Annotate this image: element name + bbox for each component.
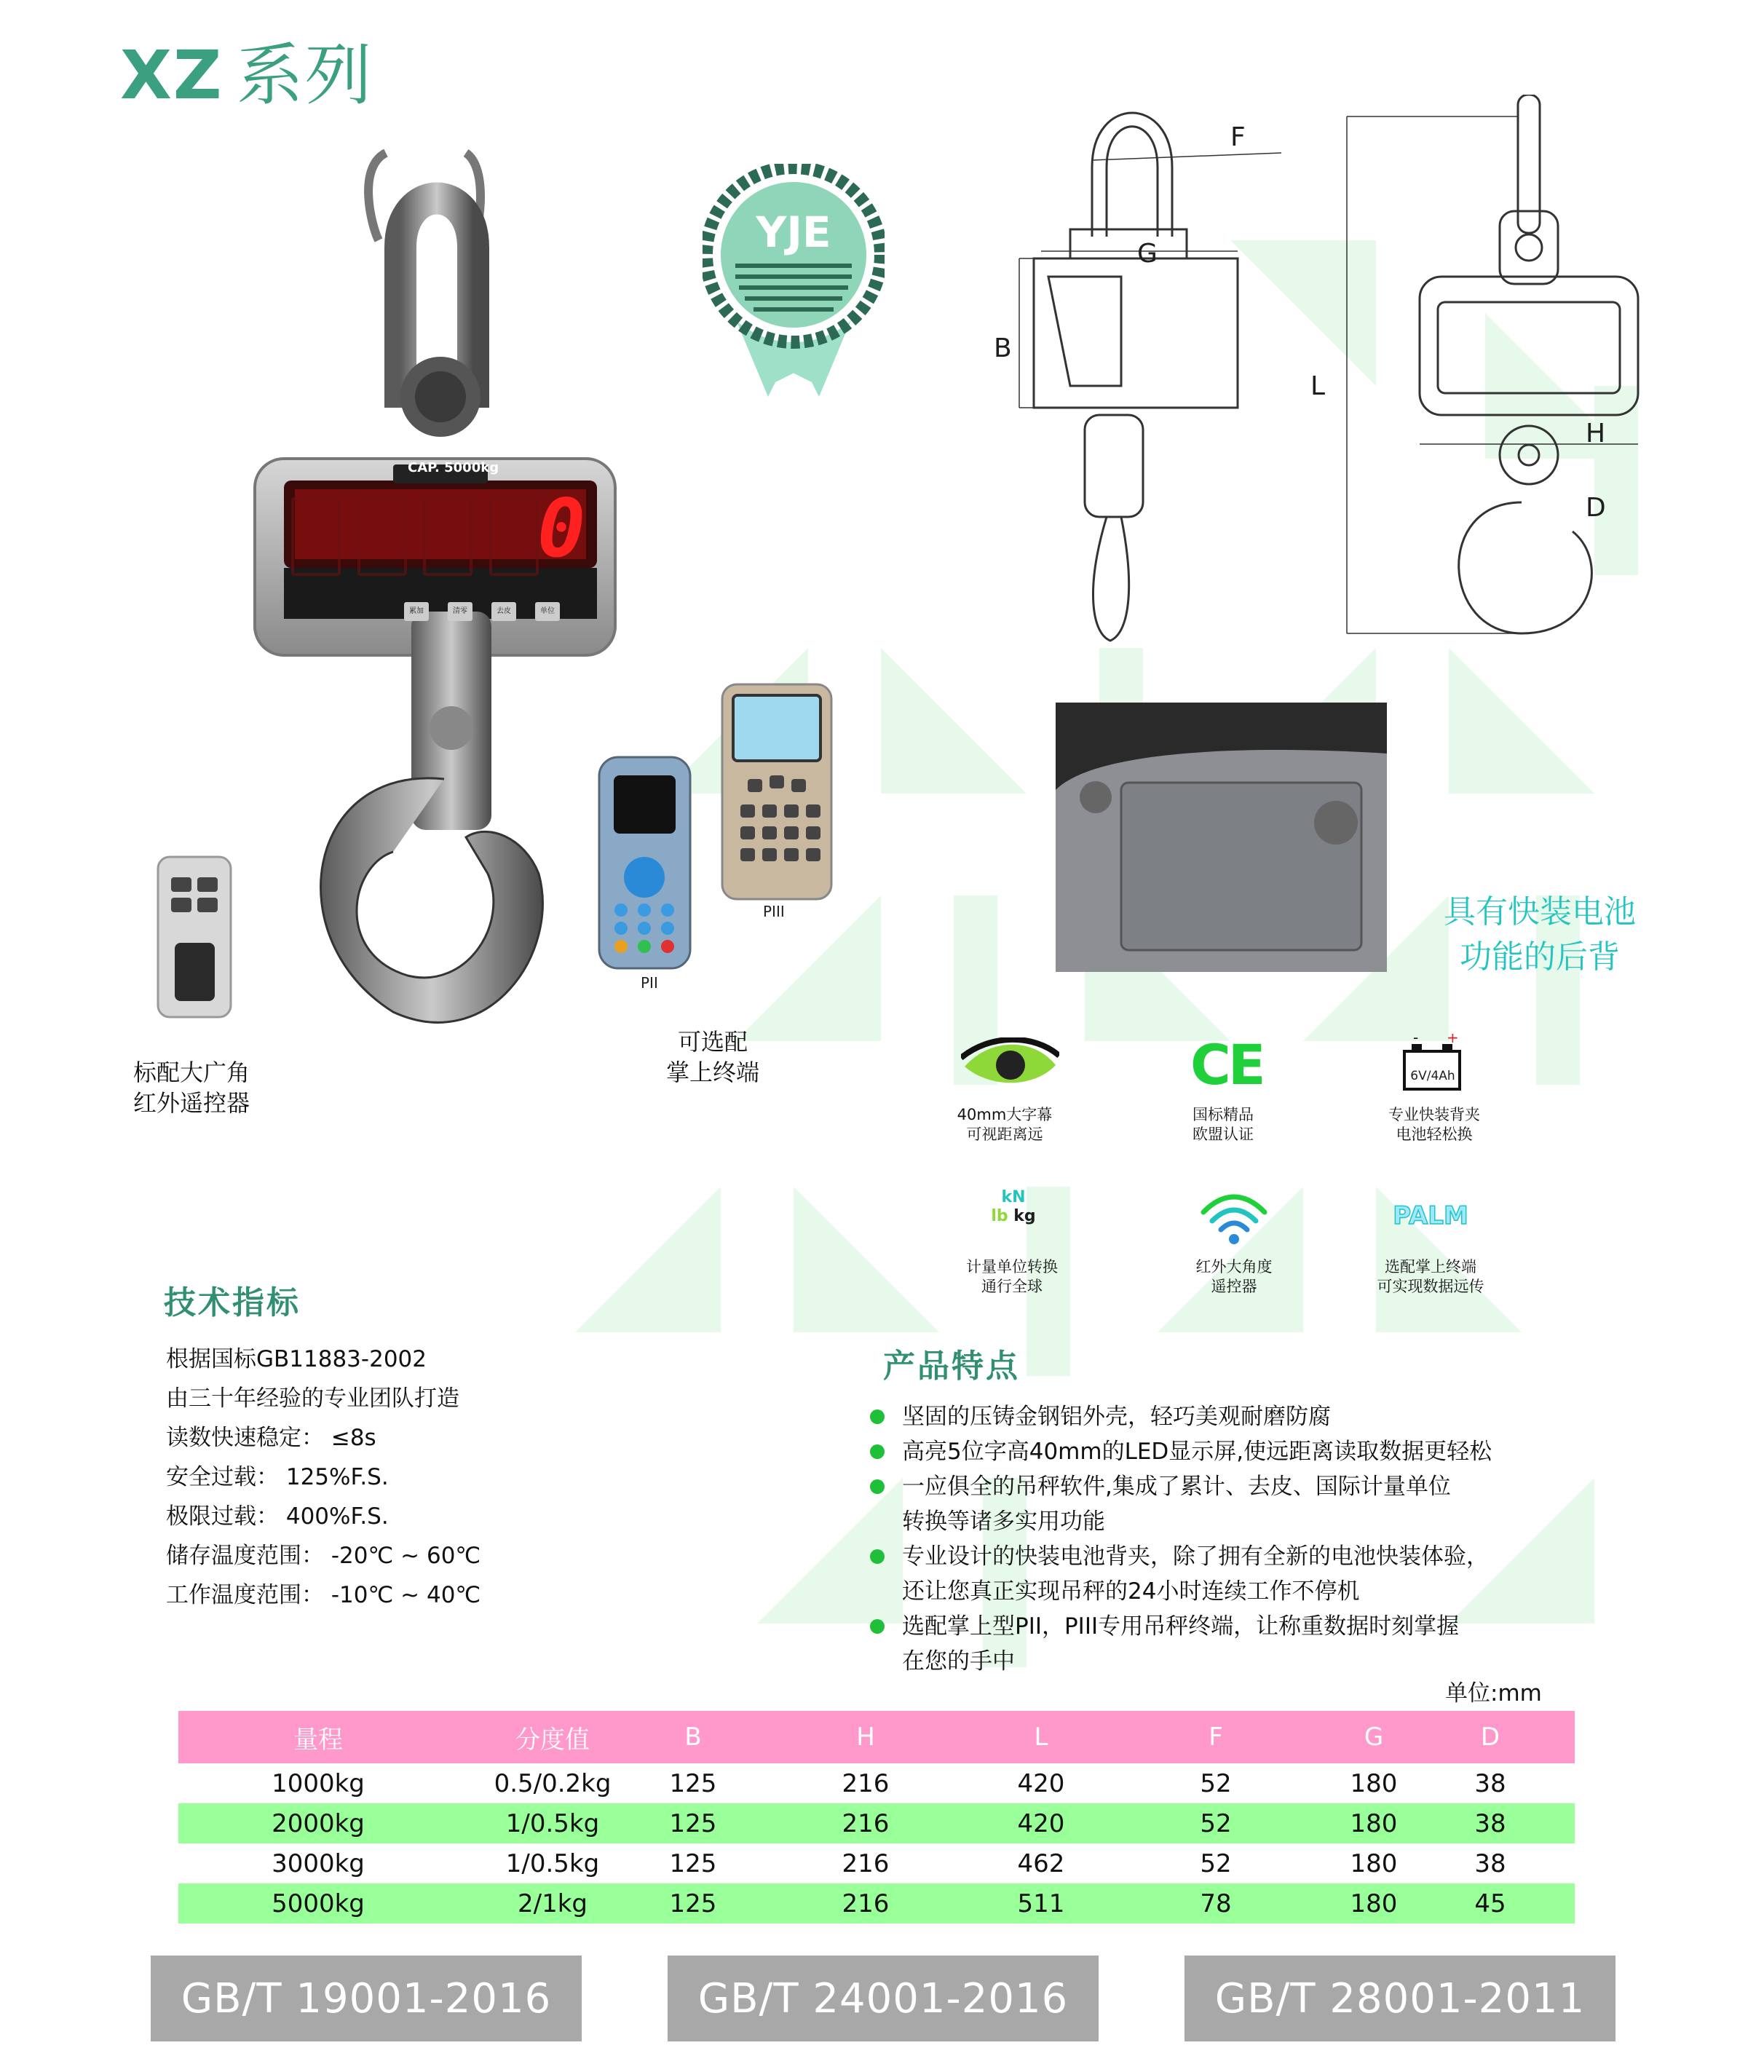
icon-caption-line: 通行全球	[981, 1278, 1043, 1295]
table-cell: 3000kg	[272, 1848, 365, 1878]
dim-label-g: G	[1137, 239, 1158, 269]
series-label: 系列	[236, 36, 373, 114]
svg-text:-: -	[1413, 1034, 1419, 1046]
table-header-cell: F	[1209, 1723, 1223, 1752]
table-cell: 45	[1474, 1889, 1506, 1918]
spec-table	[178, 1711, 1575, 1923]
table-header-cell: D	[1480, 1723, 1500, 1752]
scale-button-row	[404, 602, 560, 621]
unit-icon-lb: lb	[991, 1207, 1008, 1225]
battery-caption	[1420, 890, 1660, 980]
spec-list	[166, 1340, 480, 1615]
unit-icon-kn: kN	[1001, 1188, 1026, 1206]
palm-icon: PALM	[1393, 1201, 1468, 1230]
feature-item	[870, 1434, 1642, 1469]
table-cell: 1/0.5kg	[505, 1848, 600, 1878]
remote-caption-line: 标配大广角	[133, 1059, 250, 1086]
handheld-p2-label: PII	[641, 974, 658, 992]
feature-line: 专业设计的快装电池背夹，除了拥有全新的电池快装体验，	[902, 1543, 1489, 1570]
table-cell: 0.5/0.2kg	[494, 1768, 612, 1798]
standard-badge: GB/T 24001-2016	[668, 1956, 1099, 2041]
dim-label-b: B	[994, 333, 1012, 363]
display-capacity-label: CAP. 5000kg	[408, 460, 499, 475]
icon-caption-line: 40mm大字幕	[957, 1106, 1053, 1123]
table-header-cell: G	[1364, 1723, 1384, 1752]
battery-icon-label: 6V/4Ah	[1410, 1069, 1455, 1083]
feature-line: 还让您真正实现吊秤的24小时连续工作不停机	[902, 1578, 1360, 1605]
bullet-icon	[870, 1444, 885, 1459]
led-digit: 0	[537, 482, 586, 575]
icon-caption-line: 选配掌上终端	[1385, 1258, 1476, 1276]
table-cell: 52	[1200, 1808, 1232, 1838]
feature-item	[870, 1609, 1642, 1679]
handheld-p3-label: PIII	[763, 903, 785, 920]
palm-icon-caption	[1354, 1257, 1507, 1297]
icon-caption-line: 红外大角度	[1195, 1258, 1273, 1276]
icon-caption-line: 国标精品	[1193, 1106, 1254, 1123]
bullet-icon	[870, 1409, 885, 1424]
icon-caption-line: 计量单位转换	[966, 1258, 1058, 1276]
table-cell: 125	[669, 1848, 717, 1878]
table-cell: 2/1kg	[518, 1889, 588, 1918]
front-view-drawing	[1332, 95, 1653, 663]
table-cell: 180	[1350, 1768, 1398, 1798]
table-row	[178, 1763, 1575, 1803]
icon-caption-line: 电池轻松换	[1396, 1126, 1473, 1143]
badge-text: YJE	[756, 207, 831, 257]
table-row	[178, 1883, 1575, 1923]
feature-line: 高亮5位字高40mm的LED显示屏,使远距离读取数据更轻松	[902, 1439, 1492, 1465]
feature-item	[870, 1399, 1642, 1434]
bullet-icon	[870, 1549, 885, 1564]
handheld-p3-image	[719, 681, 835, 903]
yje-badge-icon	[703, 164, 885, 397]
table-cell: 5000kg	[272, 1889, 365, 1918]
table-cell: 38	[1474, 1848, 1506, 1878]
unit-label: 单位:mm	[1445, 1680, 1542, 1707]
bullet-icon	[870, 1479, 885, 1494]
remote-caption	[133, 1057, 250, 1118]
battery-caption-line: 功能的后背	[1460, 938, 1620, 976]
feature-line: 一应俱全的吊秤软件,集成了累计、去皮、国际计量单位	[902, 1474, 1451, 1500]
spec-item: 工作温度范围： -10℃ ~ 40℃	[166, 1582, 481, 1608]
handheld-caption-line: 可选配	[678, 1028, 748, 1056]
table-cell: 216	[842, 1808, 890, 1838]
dim-label-l: L	[1310, 371, 1326, 401]
table-cell: 38	[1474, 1768, 1506, 1798]
feature-list	[870, 1399, 1642, 1679]
dim-label-f: F	[1230, 122, 1246, 152]
battery-icon	[1401, 1034, 1463, 1092]
side-view-drawing	[976, 80, 1303, 655]
table-cell: 1/0.5kg	[505, 1808, 600, 1838]
table-cell: 180	[1350, 1848, 1398, 1878]
icon-caption-line: 欧盟认证	[1193, 1126, 1254, 1143]
table-cell: 180	[1350, 1808, 1398, 1838]
icon-caption-line: 遥控器	[1211, 1278, 1257, 1295]
table-header-row	[178, 1711, 1575, 1763]
bullet-icon	[870, 1619, 885, 1634]
unit-icon-kg: kg	[1013, 1207, 1036, 1225]
table-header-cell: 分度值	[515, 1725, 590, 1755]
standard-badge: GB/T 19001-2016	[151, 1956, 582, 2041]
table-header-cell: H	[856, 1723, 875, 1752]
table-header-cell: B	[684, 1723, 702, 1752]
standard-badge: GB/T 28001-2011	[1184, 1956, 1615, 2041]
handheld-p2-image	[596, 754, 694, 972]
table-cell: 511	[1017, 1889, 1065, 1918]
icon-caption-line: 可实现数据远传	[1377, 1278, 1484, 1295]
feature-line: 在您的手中	[902, 1648, 1015, 1674]
spec-item: 安全过载： 125%F.S.	[166, 1464, 389, 1490]
page-title	[120, 22, 373, 118]
table-cell: 125	[669, 1808, 717, 1838]
feature-item	[870, 1469, 1642, 1539]
feature-line: 转换等诸多实用功能	[902, 1508, 1105, 1535]
table-cell: 125	[669, 1768, 717, 1798]
table-row	[178, 1843, 1575, 1883]
remote-control-image	[157, 855, 233, 1019]
table-cell: 125	[669, 1889, 717, 1918]
features-heading: 产品特点	[883, 1348, 1020, 1385]
feature-line: 坚固的压铸金钢铝外壳，轻巧美观耐磨防腐	[902, 1404, 1331, 1430]
table-cell: 52	[1200, 1768, 1232, 1798]
handheld-caption-line: 掌上终端	[666, 1059, 760, 1086]
battery-icon-caption	[1361, 1105, 1507, 1144]
dim-label-d: D	[1586, 493, 1606, 523]
svg-text:+: +	[1447, 1034, 1459, 1046]
table-cell: 216	[842, 1889, 890, 1918]
feature-item	[870, 1539, 1642, 1609]
table-cell: 78	[1200, 1889, 1232, 1918]
model-name: XZ	[120, 36, 224, 114]
dim-label-h: H	[1586, 419, 1606, 448]
table-cell: 52	[1200, 1848, 1232, 1878]
remote-caption-line: 红外遥控器	[133, 1089, 250, 1117]
led-dummy-digits	[291, 497, 539, 577]
icon-caption-line: 专业快装背夹	[1388, 1106, 1480, 1123]
table-header-cell: L	[1034, 1723, 1048, 1752]
specs-heading: 技术指标	[164, 1284, 301, 1321]
eye-icon-caption	[939, 1105, 1070, 1144]
eye-icon	[961, 1037, 1059, 1088]
spec-item: 读数快速稳定： ≤8s	[166, 1425, 376, 1451]
table-cell: 420	[1017, 1808, 1065, 1838]
scale-button[interactable]: 去皮	[491, 602, 516, 621]
feature-line: 选配掌上型PII，PIII专用吊秤终端，让称重数据时刻掌握	[902, 1613, 1460, 1640]
spec-item: 由三十年经验的专业团队打造	[166, 1385, 459, 1412]
table-cell: 216	[842, 1848, 890, 1878]
scale-button[interactable]: 清零	[448, 602, 472, 621]
table-header-cell: 量程	[293, 1725, 343, 1755]
spec-item: 储存温度范围： -20℃ ~ 60℃	[166, 1543, 481, 1569]
scale-button[interactable]: 累加	[404, 602, 429, 621]
table-row	[178, 1803, 1575, 1843]
icon-caption-line: 可视距离远	[966, 1126, 1043, 1143]
unit-icon	[984, 1207, 1043, 1225]
table-cell: 216	[842, 1768, 890, 1798]
table-cell: 180	[1350, 1889, 1398, 1918]
ce-icon-caption	[1158, 1105, 1289, 1144]
table-cell: 462	[1017, 1848, 1065, 1878]
wifi-icon	[1198, 1190, 1270, 1245]
spec-item: 根据国标GB11883-2002	[166, 1346, 427, 1372]
table-cell: 38	[1474, 1808, 1506, 1838]
unit-icon-caption	[939, 1257, 1085, 1297]
spec-item: 极限过载： 400%F.S.	[166, 1503, 389, 1530]
table-cell: 420	[1017, 1768, 1065, 1798]
battery-back-image	[1056, 703, 1387, 972]
wifi-icon-caption	[1161, 1257, 1307, 1297]
scale-button[interactable]: 单位	[535, 602, 560, 621]
ce-icon: CE	[1190, 1032, 1263, 1097]
battery-caption-line: 具有快装电池	[1444, 893, 1636, 930]
handheld-caption	[666, 1027, 759, 1088]
table-cell: 2000kg	[272, 1808, 365, 1838]
table-cell: 1000kg	[272, 1768, 365, 1798]
